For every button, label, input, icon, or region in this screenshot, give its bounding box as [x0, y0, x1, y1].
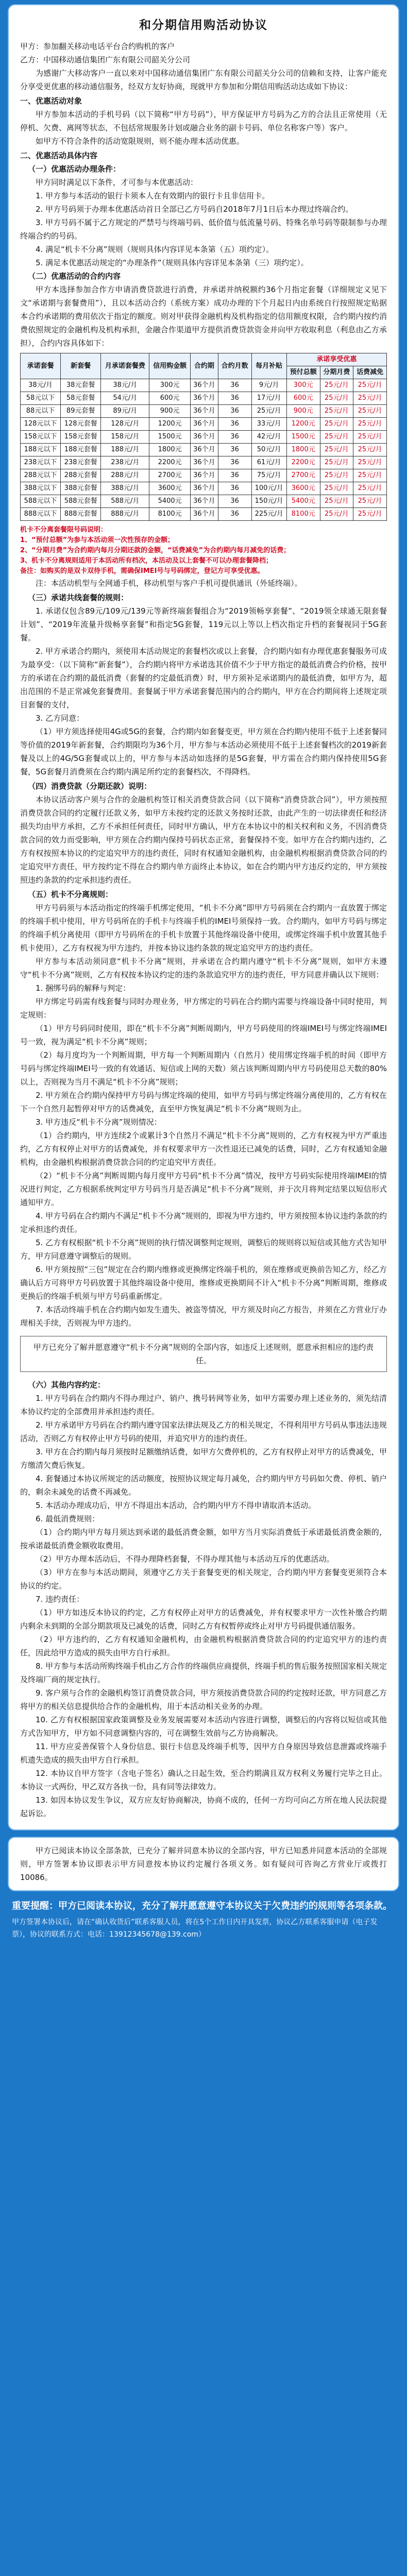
confirm-box: 甲方已充分了解并愿意遵守“机卡不分离”规则的全部内容，如违反上述规则，愿意承担相应的违约责任。 — [20, 1336, 387, 1372]
paragraph: 2. 甲方承诺合约期内，须使用本活动规定的套餐档次或以上套餐，合约期内如有办理优惠套餐服务可成为最享受：（以下简称“新套餐”），合约期内将甲方承诺选其价值不少于甲方指定的最低消费合约价格，按甲方的承诺在合约期的最低消费（套餐的约定最低消费）时，甲方须补足承诺期内的最低消费，如甲方为，超出范围的不是正常减免套餐费用。套餐属于甲方承诺套餐范围内的合约期内，甲方在合约期间将上述规定项目套餐的支付， — [20, 647, 387, 709]
table-cell: 188元以下 — [21, 444, 61, 456]
table-cell: 36个月 — [190, 508, 218, 521]
table-cell: 36 — [218, 469, 251, 482]
table-header-group: 承诺享受优惠 — [286, 353, 386, 366]
table-cell: 42元/月 — [251, 431, 286, 444]
table-cell: 5400元 — [286, 495, 320, 508]
table-cell: 36个月 — [190, 405, 218, 418]
table-cell: 25元/月 — [320, 431, 353, 444]
table-cell: 300元 — [286, 379, 320, 392]
table-cell: 61元/月 — [251, 456, 286, 469]
table-cell: 36个月 — [190, 444, 218, 456]
table-cell: 2200元 — [286, 456, 320, 469]
table-cell: 1800元 — [286, 444, 320, 456]
table-cell: 36个月 — [190, 379, 218, 392]
table-cell: 2700元 — [149, 469, 190, 482]
paragraph: 12. 本协议自甲方签字（含电子签名）确认之日起生效，至合约期满且双方权利义务履行完毕之日止。本协议一式两份，甲乙双方各执一份，具有同等法律效力。 — [20, 1769, 387, 1791]
table-row — [21, 379, 387, 392]
table-cell: 25元/月 — [353, 482, 387, 495]
table-cell: 17元/月 — [251, 392, 286, 405]
table-cell: 588元以下 — [21, 495, 61, 508]
table-cell: 158元以下 — [21, 431, 61, 444]
table-note: 1、“预付总额”为参与本活动须一次性预存的金额； — [20, 536, 175, 544]
table-header: 信用购金额 — [149, 353, 190, 379]
table-cell: 25元/月 — [353, 405, 387, 418]
paragraph: 9. 客户须与合作的金融机构签订消费贷款合同，甲方须按消费贷款合同的约定按时还款，甲方同意乙方将甲方的相关信息提供给合作的金融机构，用于本活动相关业务的办理。 — [20, 1688, 387, 1711]
table-cell: 50元/月 — [251, 444, 286, 456]
table-cell: 25元/月 — [353, 379, 387, 392]
paragraph: （3）甲方在参与本活动期间，须遵守乙方关于套餐变更的相关规定，合约期内甲方套餐变更须符合本协议的约定。 — [20, 1568, 387, 1590]
table-cell: 238元套餐 — [61, 456, 101, 469]
table-cell: 388元套餐 — [61, 482, 101, 495]
table-cell: 888元套餐 — [61, 508, 101, 521]
table-cell: 238元/月 — [101, 456, 149, 469]
table-cell: 300元 — [149, 379, 190, 392]
agreement-card — [8, 4, 399, 1831]
paragraph: 1. 承诺仅包含89元/109元/139元等新终端套餐组合为“2019领畅享套餐”、“2019领全球通无限套餐计划”、“2019年流量升级畅享套餐”和指定5G套餐，119元以上等以上档次指定升档的套餐视同于5G套餐。 — [20, 606, 387, 642]
table-cell: 288元/月 — [101, 469, 149, 482]
paragraph: 甲方参与本活动须同意“机卡不分离”规则，并承诺在合约期内遵守“机卡不分离”规则，如甲方未遵守“机卡不分离”规则，乙方有权按本协议约定的违约条款追究甲方的违约责任，甲方同意并确认以下规则： — [20, 957, 387, 979]
body-section-1 — [20, 577, 387, 981]
table-cell: 25元/月 — [353, 469, 387, 482]
table-cell: 888元/月 — [101, 508, 149, 521]
table-cell: 36个月 — [190, 456, 218, 469]
subsection-heading: （一）优惠活动办理条件： — [28, 164, 121, 174]
table-cell: 38元/月 — [101, 379, 149, 392]
paragraph: （2）甲方办理本活动后，不得办理降档套餐，不得办理其他与本活动互斥的优惠活动。 — [36, 1554, 334, 1564]
table-cell: 36个月 — [190, 431, 218, 444]
table-cell: 900元 — [149, 405, 190, 418]
table-header: 合约月数 — [218, 353, 251, 379]
paragraph: 2. 甲方须在合约期内保持甲方号码与绑定终端的使用，如甲方号码与绑定终端分离使用的，乙方有权在下一个自然月起暂停对甲方的话费减免，直至甲方恢复满足“机卡不分离”规则为止。 — [20, 1091, 387, 1113]
paragraph: 甲方号码须与本活动指定的终端手机绑定使用，“机卡不分离”即甲方号码须在合约期内一直放置于绑定的终端手机中使用，甲方号码所在的手机卡与终端手机的IMEI号须保持一致。合约期内，如甲方号码与绑定的终端手机分离使用（即甲方号码所在的手机卡放置于其他终端设备中使用，或绑定终端手机中放置其他手机卡使用），乙方有权视为甲方违约，并按本协议违约条款的规定追究甲方的违约责任。 — [20, 903, 387, 953]
paragraph: （2）每月度均为一个判断周期，甲方每一个判断周期内（自然月）使用绑定终端手机的时间（即甲方号码与绑定终端IMEI号一致的有效通话、短信或上网的天数）须占该判断周期内甲方号码使用总天数的80%以上，否则视为当月不满足“机卡不分离”规则； — [20, 1050, 387, 1087]
table-cell: 75元/月 — [251, 469, 286, 482]
paragraph: 甲方本选择参加合作方申请消费贷款进行消费，并承诺并纳税额约36个月指定套餐（详细规定义见下文“承诺期与套餐费用”），且以本活动合约（系统方案）成功办理的下个月起日内由系统自行按照规定贴据本合约承诺期的费用依次于指定的额度。则对甲获得金融机构及机构指定的信用额度权限，合约期内按约消费依照规定的金融机构及机构承担，金融合作渠道甲方提供消费贷款资金并向甲方收取利息（利息由乙方承担），合约内容具体如下： — [20, 285, 387, 348]
table-cell: 36 — [218, 495, 251, 508]
table-cell: 25元/月 — [320, 508, 353, 521]
paragraph: 1. 捆绑号码的解释与判定： — [36, 984, 131, 993]
plan-table — [20, 353, 387, 521]
paragraph: （1）甲方如违反本协议的约定，乙方有权停止对甲方的话费减免，并有权要求甲方一次性补缴合约期内剩余未到期的全部分期款项及已减免的话费，同时乙方有权暂停或终止对甲方号码提供通信服务。 — [20, 1608, 387, 1631]
table-cell: 158元套餐 — [61, 431, 101, 444]
table-cell: 128元套餐 — [61, 418, 101, 431]
table-cell: 25元/月 — [320, 469, 353, 482]
party-a: 甲方：参加翻关移动电话平台合约购机的客户 — [20, 42, 175, 51]
table-cell: 36个月 — [190, 469, 218, 482]
table-cell: 9元/月 — [251, 379, 286, 392]
table-cell: 25元/月 — [353, 392, 387, 405]
paragraph: 5. 乙方有权根据“机卡不分离”规则的执行情况调整判定规则，调整后的规则将以短信或其他方式告知甲方，甲方同意遵守调整后的规则。 — [20, 1238, 387, 1261]
table-cell: 3600元 — [149, 482, 190, 495]
table-cell: 3600元 — [286, 482, 320, 495]
table-cell: 600元 — [286, 392, 320, 405]
section-heading: 一、优惠活动对象 — [20, 96, 82, 106]
paragraph: （2）甲方违约的，乙方有权通知金融机构，由金融机构根据消费贷款合同的约定追究甲方的违约责任，因此给甲方造成的损失由甲方自行承担。 — [20, 1635, 387, 1657]
paragraph: 6. 甲方须按照“三包”规定在合约期内维修或更换绑定终端手机的，须在维修或更换前告知乙方，经乙方确认后方可将甲方号码放置于其他终端设备中使用，维修或更换期间不计入“机卡不分离”判断周期，维修或更换后的终端手机须与甲方号码重新绑定。 — [20, 1265, 387, 1301]
table-header: 话费减免 — [353, 366, 387, 379]
table-cell: 2700元 — [286, 469, 320, 482]
table-cell: 188元套餐 — [61, 444, 101, 456]
important-tip — [8, 1899, 399, 1914]
paragraph: 13. 如因本协议发生争议，双方应友好协商解决，协商不成的，任何一方均可向乙方所在地人民法院提起诉讼。 — [20, 1795, 387, 1818]
table-cell: 58元套餐 — [61, 392, 101, 405]
table-cell: 2200元 — [149, 456, 190, 469]
paragraph: 如甲方不符合条件的活动宽限规则，则不能办理本活动优惠。 — [36, 137, 245, 146]
table-cell: 100元/月 — [251, 482, 286, 495]
subsection-heading: （四）消费贷款（分期还款）说明： — [28, 782, 152, 791]
paragraph: （1）合约期内甲方每月须达到承诺的最低消费金额，如甲方当月实际消费低于承诺最低消费金额的，按承诺最低消费金额收取费用。 — [20, 1528, 387, 1550]
table-cell: 25元/月 — [320, 379, 353, 392]
paragraph: 4. 满足“机卡不分离”规则（规则具体内容详见本条第（五）项约定）。 — [36, 245, 274, 254]
paragraph: 1. 甲方参与本活动的银行卡须本人在有效期内的银行卡且非信用卡。 — [36, 191, 270, 200]
paragraph: 甲方绑定号码需有线套餐与同时办理业务，甲方绑定的号码在合约期内需要与终端设备中同时使用，判定规则： — [20, 997, 387, 1020]
table-cell: 36 — [218, 444, 251, 456]
table-cell: 36个月 — [190, 495, 218, 508]
table-cell: 36 — [218, 418, 251, 431]
table-cell: 588元/月 — [101, 495, 149, 508]
page — [8, 0, 399, 1948]
table-cell: 388元以下 — [21, 482, 61, 495]
paragraph: 7. 本活动终端手机在合约期内如发生遗失、被盗等情况，甲方须及时向乙方报告，并须在乙方营业厅办理相关手续，否则视为甲方违约。 — [20, 1305, 387, 1328]
table-cell: 25元/月 — [320, 456, 353, 469]
table-cell: 158元/月 — [101, 431, 149, 444]
table-cell: 36个月 — [190, 418, 218, 431]
table-header: 月承诺套餐费 — [101, 353, 149, 379]
table-row — [21, 418, 387, 431]
table-row — [21, 431, 387, 444]
table-cell: 36 — [218, 482, 251, 495]
paragraph: 本协议活动客户须与合作的金融机构签订相关消费贷款合同（以下简称“消费贷款合同”），甲方须按照消费贷款合同的约定履行还款义务，如甲方未按约定的还款义务按时还款，由此产生的一切法律责任和经济损失均由甲方承担，乙方不承担任何责任，同时甲方确认，甲方在本协议中的相关权利和义务，不因消费贷款合同的效力而受影响，甲方须在合约期内保持号码状态正常，套餐保持不变。如甲方在合约期内违约，乙方有权按照本协议的约定追究甲方的违约责任，同时有权通知金融机构，由金融机构根据消费贷款合同的约定追究甲方责任，甲方按约定不得在合约期内单方面终止本协议，如在合约期内甲方违反约定的，甲方须按照违约条款的约定承担违约责任。 — [20, 795, 387, 885]
table-cell: 25元/月 — [320, 495, 353, 508]
table-cell: 188元/月 — [101, 444, 149, 456]
table-cell: 25元/月 — [320, 444, 353, 456]
table-header: 新套餐 — [61, 353, 101, 379]
paragraph: 7. 违约责任： — [36, 1595, 84, 1604]
table-cell: 1200元 — [286, 418, 320, 431]
tip-text: 甲方已阅读本协议，充分了解并愿意遵守本协议关于欠费违约的规则等各项条款。 — [58, 1901, 392, 1911]
paragraph: （1）甲方号码同时使用，即在“机卡不分离”判断周期内，甲方号码使用的终端IMEI号与绑定终端IMEI号一致，视为满足“机卡不分离”规则； — [20, 1024, 387, 1046]
paragraph: 5. 满足本优惠活动规定的“办理条件”（规则具体内容详见本条第（三）项约定）。 — [36, 258, 309, 267]
subsection-heading: （五）机卡不分离规则： — [28, 890, 113, 899]
paragraph: （1）甲方须选择使用4G或5G的套餐，合约期内如套餐变更，甲方须在合约期内使用不低于上述套餐同等价值的2019年新套餐，合约期限均为36个月，甲方参与本活动必须使用不低于上述套餐档次的2019新套餐及以上的4G/5G套餐或以上的，甲方参与本活动如选择的是5G套餐，甲方需在合约期内保持使用5G套餐，5G套餐月消费须在合约期内满足所约定的套餐档次，不得降档。 — [20, 727, 387, 776]
table-cell: 288元以下 — [21, 469, 61, 482]
table-cell: 388元/月 — [101, 482, 149, 495]
table-cell: 36 — [218, 431, 251, 444]
table-cell: 150元/月 — [251, 495, 286, 508]
paragraph: （1）合约期内，甲方连续2个或累计3个自然月不满足“机卡不分离”规则的，乙方有权视为甲方严重违约，乙方有权停止对甲方的话费减免，并有权要求甲方一次性退还已减免的话费，同时，乙方有权通知金融机构，由金融机构根据消费贷款合同的约定追究甲方责任。 — [20, 1131, 387, 1167]
table-cell: 900元 — [286, 405, 320, 418]
table-cell: 89元套餐 — [61, 405, 101, 418]
table-cell: 25元/月 — [353, 456, 387, 469]
table-row — [21, 469, 387, 482]
notice-text: 甲方已阅读本协议全部条款，已充分了解并同意本协议的全部内容，甲方已知悉并同意本活动的全部规则，甲方签署本协议即表示甲方同意按本协议约定履行各项义务。如有疑问可咨询乙方营业厅或拨打10086。 — [20, 1846, 387, 1882]
table-header: 承诺套餐 — [21, 353, 61, 379]
table-cell: 25元/月 — [251, 405, 286, 418]
table-cell: 38元/月 — [21, 379, 61, 392]
table-cell: 54元/月 — [101, 392, 149, 405]
page-title: 和分期信用购活动协议 — [139, 19, 268, 32]
table-cell: 588元套餐 — [61, 495, 101, 508]
table-cell: 36 — [218, 392, 251, 405]
paragraph: 3. 甲方在合约期内每月须按时足额缴纳话费，如甲方欠费停机的，乙方有权停止对甲方的话费减免，甲方缴清欠费后恢复。 — [20, 1447, 387, 1470]
subsection-heading: （二）优惠活动的合约内容 — [28, 272, 121, 281]
table-row — [21, 392, 387, 405]
table-header: 预付总额 — [286, 366, 320, 379]
table-note: 3、机卡不分离规则适用于本活动所有档次，本活动及以上套餐不可以办理套餐降档； — [20, 557, 273, 565]
table-cell: 25元/月 — [353, 431, 387, 444]
table-row — [21, 495, 387, 508]
table-cell: 25元/月 — [320, 418, 353, 431]
table-cell: 36个月 — [190, 392, 218, 405]
paragraph: 3. 甲方号码不属于乙方规定的严禁号与终端号码、低价值与低流量号码、特殊名单号码等限制参与办理终端合约的号码。 — [20, 218, 387, 241]
paragraph: 6. 最低消费规则： — [36, 1514, 100, 1523]
table-cell: 8100元 — [149, 508, 190, 521]
paragraph: 3. 甲方违反“机卡不分离”规则情况： — [36, 1117, 162, 1127]
table-cell: 128元以下 — [21, 418, 61, 431]
table-cell: 288元套餐 — [61, 469, 101, 482]
table-cell: 238元以下 — [21, 456, 61, 469]
table-header: 分期月费 — [320, 366, 353, 379]
paragraph: 甲方同时满足以下条件，才可参与本优惠活动： — [36, 178, 198, 187]
subsection-heading: （三）承诺共线套餐的规则： — [28, 593, 129, 602]
footer-text: 甲方签署本协议后，请在“确认收货后”联系客服人员，将在5个工作日内开具发票，协议乙方联系客服申请（电子发票），协议的联系方式：电话：13912345678@139.com） — [12, 1918, 378, 1939]
table-cell: 1200元 — [149, 418, 190, 431]
paragraph: 3. 乙方同意： — [36, 714, 84, 723]
table-cell: 36 — [218, 456, 251, 469]
paragraph: 8. 甲方参与本活动所购终端手机由乙方合作的终端供应商提供，终端手机的售后服务按照国家相关规定及终端厂商的规定执行。 — [20, 1662, 387, 1684]
table-cell: 25元/月 — [353, 444, 387, 456]
table-cell: 25元/月 — [353, 495, 387, 508]
paragraph: 注：本活动机型与全网通手机，移动机型与客户手机可提供通讯（外延终端）。 — [36, 579, 302, 588]
table-header: 合约期 — [190, 353, 218, 379]
table-header: 每月补贴 — [251, 353, 286, 379]
table-cell: 88元以下 — [21, 405, 61, 418]
table-cell: 600元 — [149, 392, 190, 405]
paragraph: 5. 本活动办理成功后，甲方不得退出本活动，合约期内甲方不得申请取消本活动。 — [36, 1501, 316, 1510]
table-cell: 888元以下 — [21, 508, 61, 521]
table-note: 备注：如购买的是双卡双待手机，需确保IMEI号与号码绑定，登记方可享受优惠。 — [20, 567, 264, 575]
table-cell: 25元/月 — [320, 392, 353, 405]
paragraph: 甲方参加本活动的手机号码（以下简称“甲方号码”），甲方保证甲方号码为乙方的合法且正常使用（无停机、欠费、离网等状态，不包括常规服务计划或融合业务的副卡号码、单位名称客户等）客户。 — [20, 110, 387, 132]
tip-label: 重要提醒： — [12, 1901, 58, 1911]
table-cell: 89元/月 — [101, 405, 149, 418]
table-cell: 225元/月 — [251, 508, 286, 521]
table-row — [21, 444, 387, 456]
table-note-title: 机卡不分离套餐限号码说明： — [20, 526, 108, 534]
paragraph: 10. 乙方有权根据国家政策调整及业务发展需要对本活动内容进行调整，调整后的内容将以短信或其他方式告知甲方，甲方如不同意调整内容的，可在调整生效前与乙方协商解决。 — [20, 1715, 387, 1738]
table-cell: 36个月 — [190, 482, 218, 495]
table-row — [21, 482, 387, 495]
table-cell: 25元/月 — [320, 482, 353, 495]
table-cell: 36 — [218, 508, 251, 521]
paragraph: 1. 甲方号码在合约期内不得办理过户、销户、携号转网等业务，如甲方需要办理上述业务的，须先结清本协议约定的全部费用并承担违约责任。 — [20, 1394, 387, 1416]
table-cell: 36 — [218, 405, 251, 418]
table-row — [21, 405, 387, 418]
paragraph: （2）“机卡不分离”判断周期内每月度甲方号码“机卡不分离”情况，按甲方号码实际使用终端IMEI的情况进行判定，乙方根据系统判定甲方号码当月是否满足“机卡不分离”规则，并于次月将判定结果以短信形式通知甲方。 — [20, 1171, 387, 1207]
notice-card — [8, 1837, 399, 1891]
table-cell: 25元/月 — [320, 405, 353, 418]
section-heading: 二、优惠活动具体内容 — [20, 151, 98, 160]
paragraph: 4. 甲方号码在合约期内不满足“机卡不分离”规则的，即视为甲方违约，甲方须按照本协议违约条款的约定承担违约责任。 — [20, 1211, 387, 1234]
paragraph: 11. 甲方应妥善保管个人身份信息、银行卡信息及终端手机等，因甲方自身原因导致信息泄露或终端手机遗失造成的损失由甲方自行承担。 — [20, 1742, 387, 1765]
table-cell: 25元/月 — [353, 508, 387, 521]
table-cell: 5400元 — [149, 495, 190, 508]
table-note: 2、“分期月费”为合约期内每月分期还款的金额，“话费减免”为合约期内每月减免的话费； — [20, 547, 291, 554]
table-cell: 8100元 — [286, 508, 320, 521]
table-cell: 33元/月 — [251, 418, 286, 431]
paragraph: 2. 甲方承诺甲方号码在合约期内遵守国家法律法规及乙方的相关规定，不得利用甲方号码从事违法违规活动，否则乙方有权停止甲方号码的使用，并追究甲方的违约责任。 — [20, 1420, 387, 1443]
party-b: 乙方：中国移动通信集团广东有限公司韶关分公司 — [20, 55, 191, 64]
paragraph: 4. 套餐通过本协议所规定的活动额度，按照协议规定每月减免，合约期内甲方号码如欠费、停机、销户的，剩余未减免的话费不再减免。 — [20, 1474, 387, 1497]
paragraph: 2. 甲方号码须于办理本优惠活动首日全部已乙方号码自2018年7月1日后本办理过终端合约。 — [36, 205, 353, 214]
rules-section — [20, 981, 387, 1330]
table-cell: 58元以下 — [21, 392, 61, 405]
table-cell: 38元套餐 — [61, 379, 101, 392]
table-row — [21, 508, 387, 521]
table-cell: 36 — [218, 379, 251, 392]
subsection-heading: （六）其他内容约定： — [28, 1380, 106, 1389]
table-cell: 25元/月 — [353, 418, 387, 431]
table-cell: 1800元 — [149, 444, 190, 456]
body-section-2 — [20, 1378, 387, 1820]
table-cell: 1500元 — [149, 431, 190, 444]
table-cell: 1500元 — [286, 431, 320, 444]
table-row — [21, 456, 387, 469]
table-cell: 128元/月 — [101, 418, 149, 431]
intro-paragraph: 为感谢广大移动客户一直以来对中国移动通信集团广东有限公司韶关分公司的信赖和支持，让客户能充分享受更优惠的移动通信服务，经双方友好协商，现就甲方参加和分期信用购活动达成如下协议： — [20, 69, 387, 91]
